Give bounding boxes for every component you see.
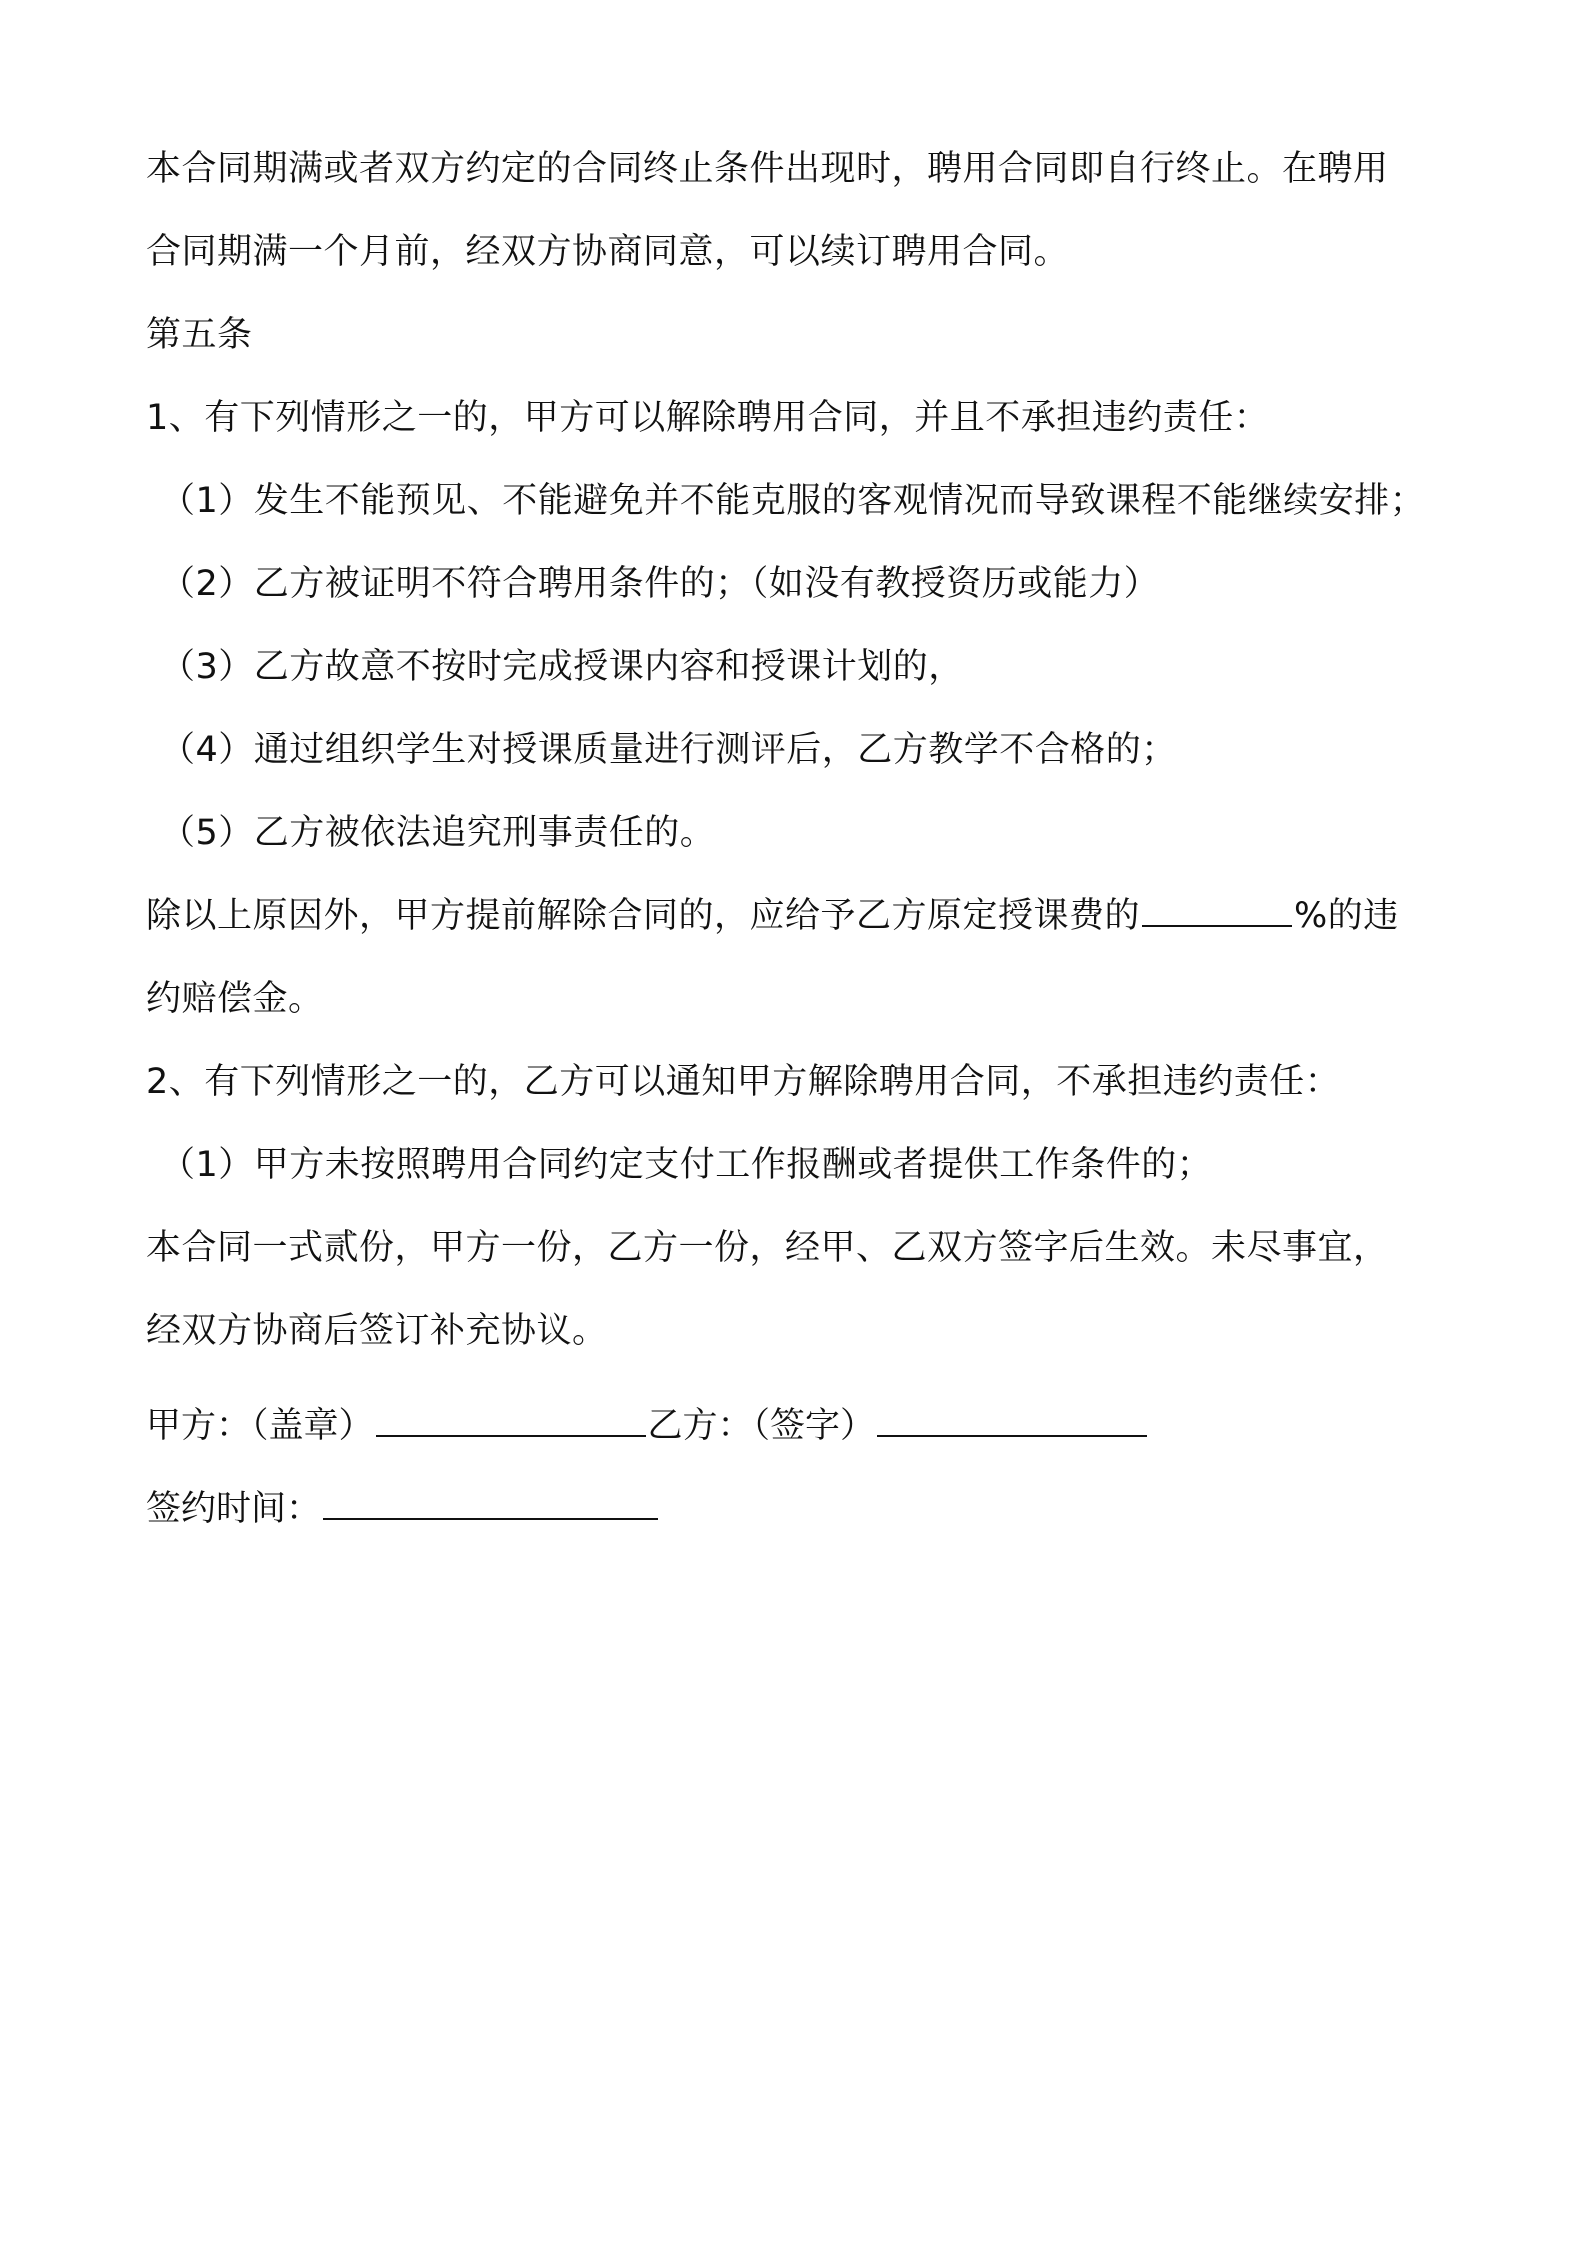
clause-1-intro: 1、有下列情形之一的，甲方可以解除聘用合同，并且不承担违约责任： — [146, 398, 1270, 438]
article-heading: 第五条 — [146, 315, 253, 355]
penalty-percent-blank[interactable] — [1142, 895, 1292, 927]
party-b-label: 乙方：（签字） — [647, 1406, 876, 1446]
clause-1-item-1: （1）发生不能预见、不能避免并不能克服的客观情况而导致课程不能继续安排； — [160, 481, 1426, 521]
signing-date-row — [146, 1468, 1456, 1551]
clause-1-item-4: （4）通过组织学生对授课质量进行测评后，乙方教学不合格的； — [160, 730, 1177, 770]
clause-1-item-3: （3）乙方故意不按时完成授课内容和授课计划的， — [160, 647, 964, 687]
clause-2-intro: 2、有下列情形之一的，乙方可以通知甲方解除聘用合同，不承担违约责任： — [146, 1062, 1341, 1102]
clause-2-item-1: （1）甲方未按照聘用合同约定支付工作报酬或者提供工作条件的； — [160, 1145, 1213, 1185]
signing-date-label: 签约时间： — [146, 1489, 322, 1529]
penalty-text-after: %的违 — [1294, 896, 1399, 936]
closing-line-2: 经双方协商后签订补充协议。 — [146, 1311, 608, 1351]
clause-1-item-2: （2）乙方被证明不符合聘用条件的；（如没有教授资历或能力） — [160, 564, 1160, 604]
party-b-sign-blank[interactable] — [877, 1405, 1147, 1437]
penalty-text-before: 除以上原因外，甲方提前解除合同的，应给予乙方原定授课费的 — [146, 896, 1141, 936]
penalty-line-1 — [146, 875, 1456, 958]
closing-line-1: 本合同一式贰份，甲方一份，乙方一份，经甲、乙双方签字后生效。未尽事宜， — [146, 1228, 1389, 1268]
clause-1-item-5: （5）乙方被依法追究刑事责任的。 — [160, 813, 716, 853]
signature-row — [146, 1385, 1456, 1468]
document-body — [146, 128, 1456, 1551]
penalty-line-2: 约赔偿金。 — [146, 979, 324, 1019]
termination-paragraph-line-2: 合同期满一个月前，经双方协商同意，可以续订聘用合同。 — [146, 232, 1070, 272]
signing-date-blank[interactable] — [323, 1488, 658, 1520]
party-a-seal-blank[interactable] — [376, 1405, 646, 1437]
termination-paragraph-line-1: 本合同期满或者双方约定的合同终止条件出现时，聘用合同即自行终止。在聘用 — [146, 149, 1389, 189]
party-a-label: 甲方：（盖章） — [146, 1406, 374, 1446]
